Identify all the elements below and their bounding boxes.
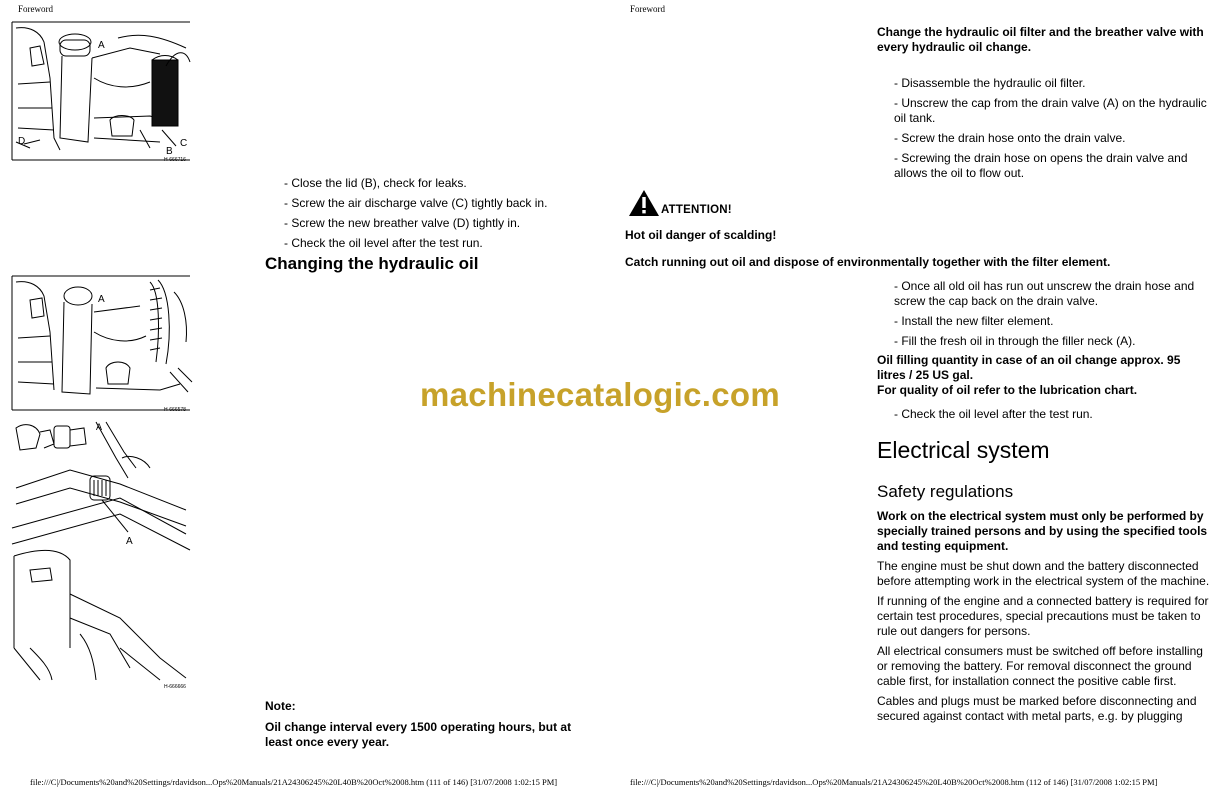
fig1-code: H-666716 — [164, 157, 186, 163]
safety-paragraph: All electrical consumers must be switched off before installing or removing the battery. For removal disconnect the ground cable first, for installation connect the positive cable first. — [877, 644, 1203, 688]
oil-quantity-note: Oil filling quantity in case of an oil change approx. 95 litres / 25 US gal. — [877, 353, 1181, 382]
fig2-label-a: A — [98, 294, 105, 305]
warning-dispose: Catch running out oil and dispose of environmentally together with the filter element. — [625, 255, 1111, 269]
filter-heading: Change the hydraulic oil filter and the breather valve with every hydraulic oil change. — [877, 25, 1204, 54]
fig3-label-a-top: A — [96, 422, 103, 432]
filter-steps-list — [894, 76, 1209, 186]
note-text: Oil change interval every 1500 operating hours, but at least once every year. — [265, 720, 572, 749]
attention-label: ATTENTION! — [661, 204, 732, 216]
fig2-code: H-666578 — [164, 407, 186, 413]
left-page-footer: file:///C|/Documents%20and%20Settings/rdavidson...Ops%20Manuals/21A24306245%20L40B%20Oct%2008.htm (111 of 146) [31/07/2008 1:02:15 PM] — [30, 777, 558, 787]
safety-title: Safety regulations — [877, 482, 1014, 501]
safety-warning: Work on the electrical system must only be performed by specially trained persons and by using the specified tools and testing equipment. — [877, 509, 1208, 553]
right-page-header: Foreword — [630, 4, 665, 14]
fig3-code: H-666666 — [164, 684, 186, 690]
safety-paragraph: If running of the engine and a connected battery is required for certain test procedures, special precautions must be taken to rule out dangers for persons. — [877, 594, 1209, 638]
safety-paragraph: The engine must be shut down and the battery disconnected before attempting work in the electrical system of the machine. — [877, 559, 1210, 588]
list-item: - Check the oil level after the test run. — [284, 236, 483, 250]
warning-scalding: Hot oil danger of scalding! — [625, 228, 777, 242]
fig1-label-d: D — [18, 136, 26, 147]
list-item: - Screwing the drain hose on opens the drain valve and allows the oil to flow out. — [894, 151, 1188, 180]
check-oil-step: - Check the oil level after the test run. — [894, 407, 1093, 421]
oil-quality-note: For quality of oil refer to the lubrication chart. — [877, 383, 1138, 397]
fig1-label-c: C — [180, 138, 188, 149]
attention-banner — [628, 187, 732, 217]
left-steps-list — [284, 176, 584, 256]
safety-body — [877, 509, 1212, 724]
list-item: - Unscrew the cap from the drain valve (A) on the hydraulic oil tank. — [894, 96, 1207, 125]
list-item: - Screw the drain hose onto the drain valve. — [894, 131, 1126, 145]
watermark-text: machinecatalogic.com — [420, 376, 780, 413]
list-item: - Close the lid (B), check for leaks. — [284, 176, 467, 190]
drain-valve-figure — [10, 418, 196, 690]
list-item: - Install the new filter element. — [894, 314, 1054, 328]
fig3-label-a: A — [126, 536, 133, 547]
tank-breather-figure — [10, 18, 196, 166]
refill-steps-list — [894, 279, 1214, 354]
list-item: - Disassemble the hydraulic oil filter. — [894, 76, 1086, 90]
fig1-label-a: A — [98, 40, 105, 51]
tank-figure — [10, 272, 196, 414]
fig1-label-b: B — [166, 146, 173, 157]
section-title: Changing the hydraulic oil — [265, 254, 479, 273]
list-item: - Screw the new breather valve (D) tightly in. — [284, 216, 521, 230]
left-page-header: Foreword — [18, 4, 53, 14]
safety-paragraph: Cables and plugs must be marked before disconnecting and secured against contact with metal parts, e.g. by plugging — [877, 694, 1197, 723]
warning-triangle-icon — [628, 189, 660, 217]
list-item: - Once all old oil has run out unscrew the drain hose and screw the cap back on the drain valve. — [894, 279, 1195, 308]
right-page-footer: file:///C|/Documents%20and%20Settings/rdavidson...Ops%20Manuals/21A24306245%20L40B%20Oct%2008.htm (112 of 146) [31/07/2008 1:02:15 PM] — [630, 777, 1158, 787]
electrical-title: Electrical system — [877, 437, 1050, 463]
note-label: Note: — [265, 699, 296, 713]
list-item: - Screw the air discharge valve (C) tightly back in. — [284, 196, 548, 210]
list-item: - Fill the fresh oil in through the filler neck (A). — [894, 334, 1136, 348]
